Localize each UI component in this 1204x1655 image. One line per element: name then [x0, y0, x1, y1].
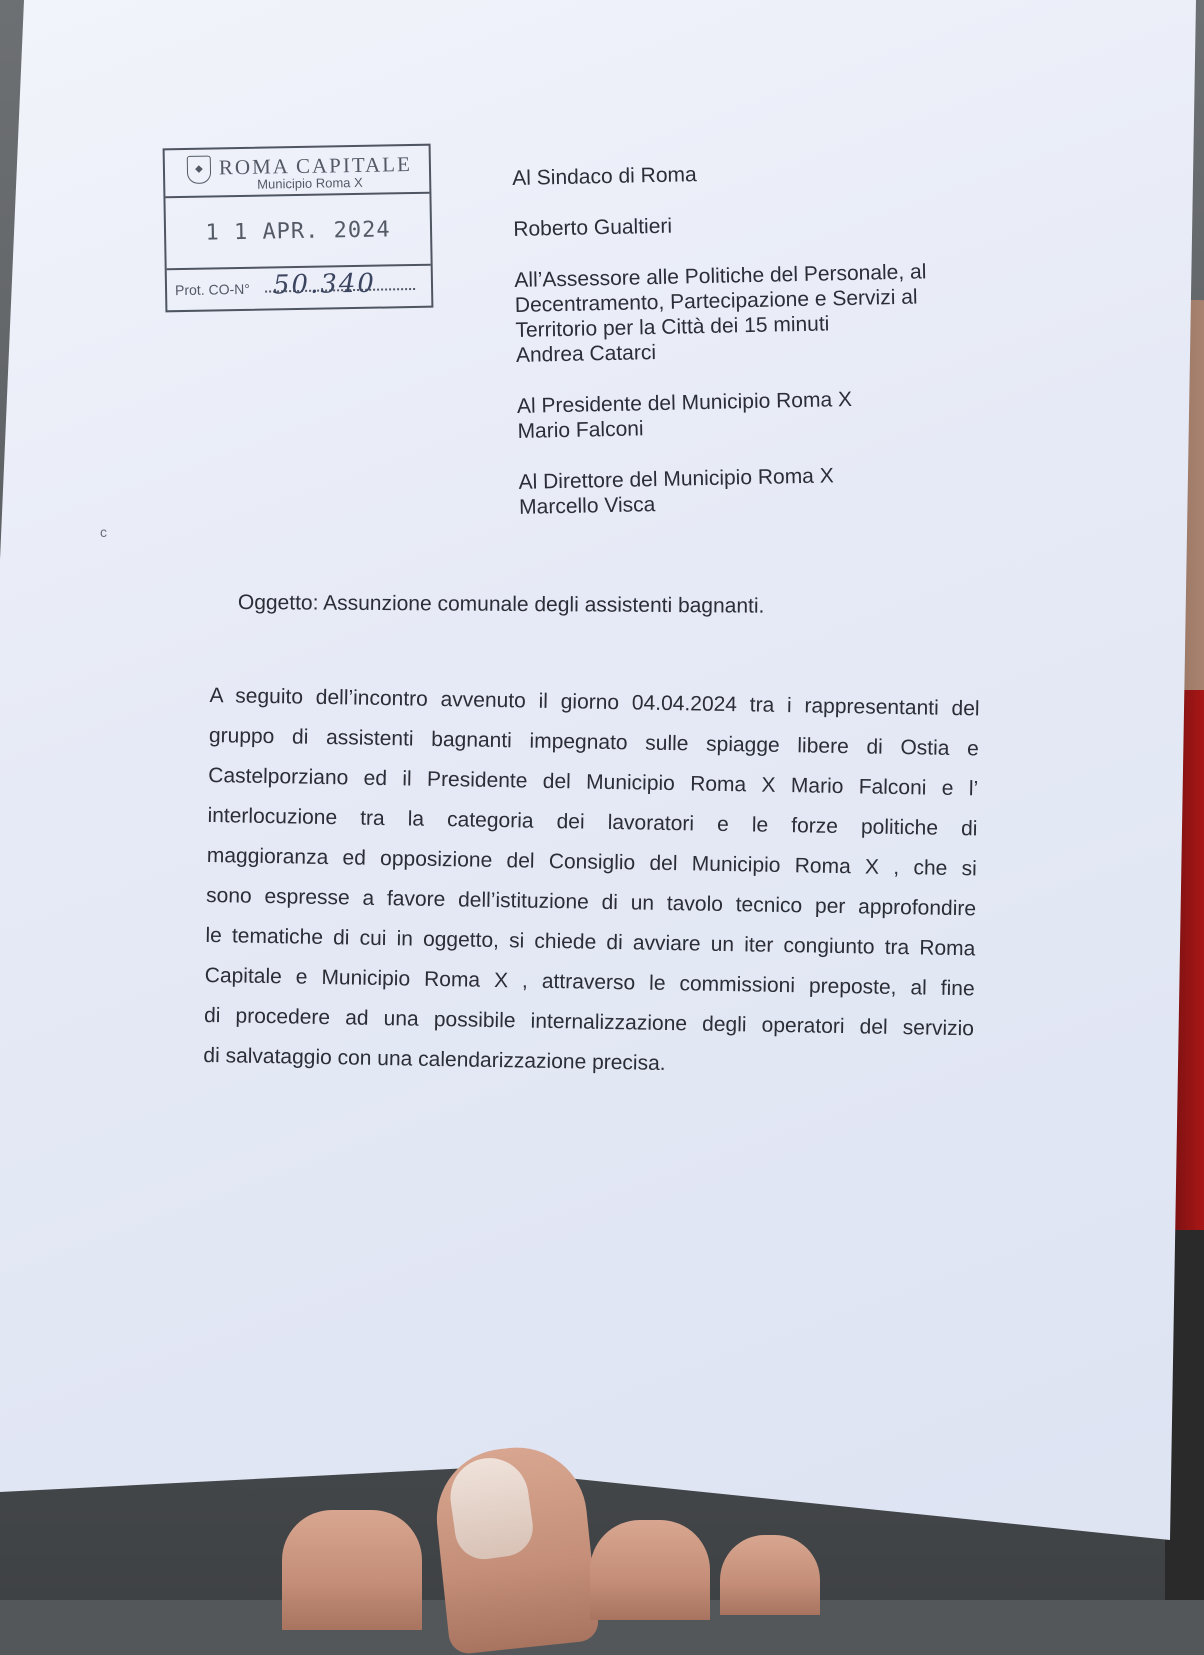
stamp-subtitle: Municipio Roma X	[257, 174, 363, 192]
stamp-protocol-row	[167, 266, 432, 309]
recipients-block	[512, 157, 932, 546]
recipient-assessore	[514, 259, 928, 368]
roma-emblem-icon: ◆	[187, 156, 211, 184]
body-line: Castelporziano ed il Presidente del Municipio Roma X Mario Falconi e l’	[208, 763, 979, 801]
recipient-direttore	[518, 461, 931, 520]
body-line: le tematiche di cui in oggetto, si chiede di avviare un iter congiunto tra Roma	[205, 923, 976, 961]
body-paragraph	[203, 676, 980, 1089]
body-line: di procedere ad una possibile internalizzazione degli operatori del servizio	[203, 1003, 975, 1041]
protocol-number: 50.340	[272, 268, 377, 301]
hand-finger	[282, 1510, 422, 1630]
stamp-title: ROMA CAPITALE	[218, 152, 413, 180]
recipient-line: Decentramento, Partecipazione e Servizi al	[514, 285, 918, 317]
recipient-line: Al Presidente del Municipio Roma X	[516, 387, 853, 418]
body-line: A seguito dell’incontro avvenuto il giorno 04.04.2024 tra i rappresentanti del	[209, 683, 980, 721]
margin-mark: c	[100, 524, 107, 540]
body-line: sono espresse a favore dell’istituzione di un tavolo tecnico per approfondire	[205, 883, 977, 921]
stamp-date: 1 1 APR. 2024	[165, 194, 430, 271]
body-line: di salvataggio con una calendarizzazione precisa.	[203, 1043, 666, 1076]
recipient-presidente	[517, 385, 930, 444]
protocol-label: Prot. CO-N°	[174, 280, 251, 299]
recipient-mayor-name	[513, 208, 925, 242]
stamp-header	[165, 146, 430, 199]
recipient-line: Territorio per la Città dei 15 minuti	[515, 312, 830, 342]
body-line: gruppo di assistenti bagnanti impegnato sulle spiagge libere di Ostia e	[208, 723, 980, 761]
recipient-line: Roberto Gualtieri	[513, 214, 673, 241]
hand-finger	[720, 1535, 820, 1615]
body-line: Capitale e Municipio Roma X , attraverso le commissioni preposte, al fine	[204, 963, 975, 1001]
recipient-line: Mario Falconi	[517, 417, 644, 443]
body-line: maggioranza ed opposizione del Consiglio del Municipio Roma X , che si	[206, 843, 977, 881]
recipient-line: Al Direttore del Municipio Roma X	[518, 464, 834, 494]
recipient-line: Andrea Catarci	[515, 341, 657, 367]
hand-finger	[590, 1520, 710, 1620]
recipient-line: Marcello Visca	[518, 493, 656, 519]
protocol-stamp	[163, 144, 434, 313]
recipient-line: All’Assessore alle Politiche del Personale, al	[514, 260, 927, 292]
subject-line: Oggetto: Assunzione comunale degli assistenti bagnanti.	[237, 591, 765, 618]
body-line: interlocuzione tra la categoria dei lavoratori e le forze politiche di	[207, 803, 978, 841]
recipient-line: Al Sindaco di Roma	[512, 163, 697, 190]
